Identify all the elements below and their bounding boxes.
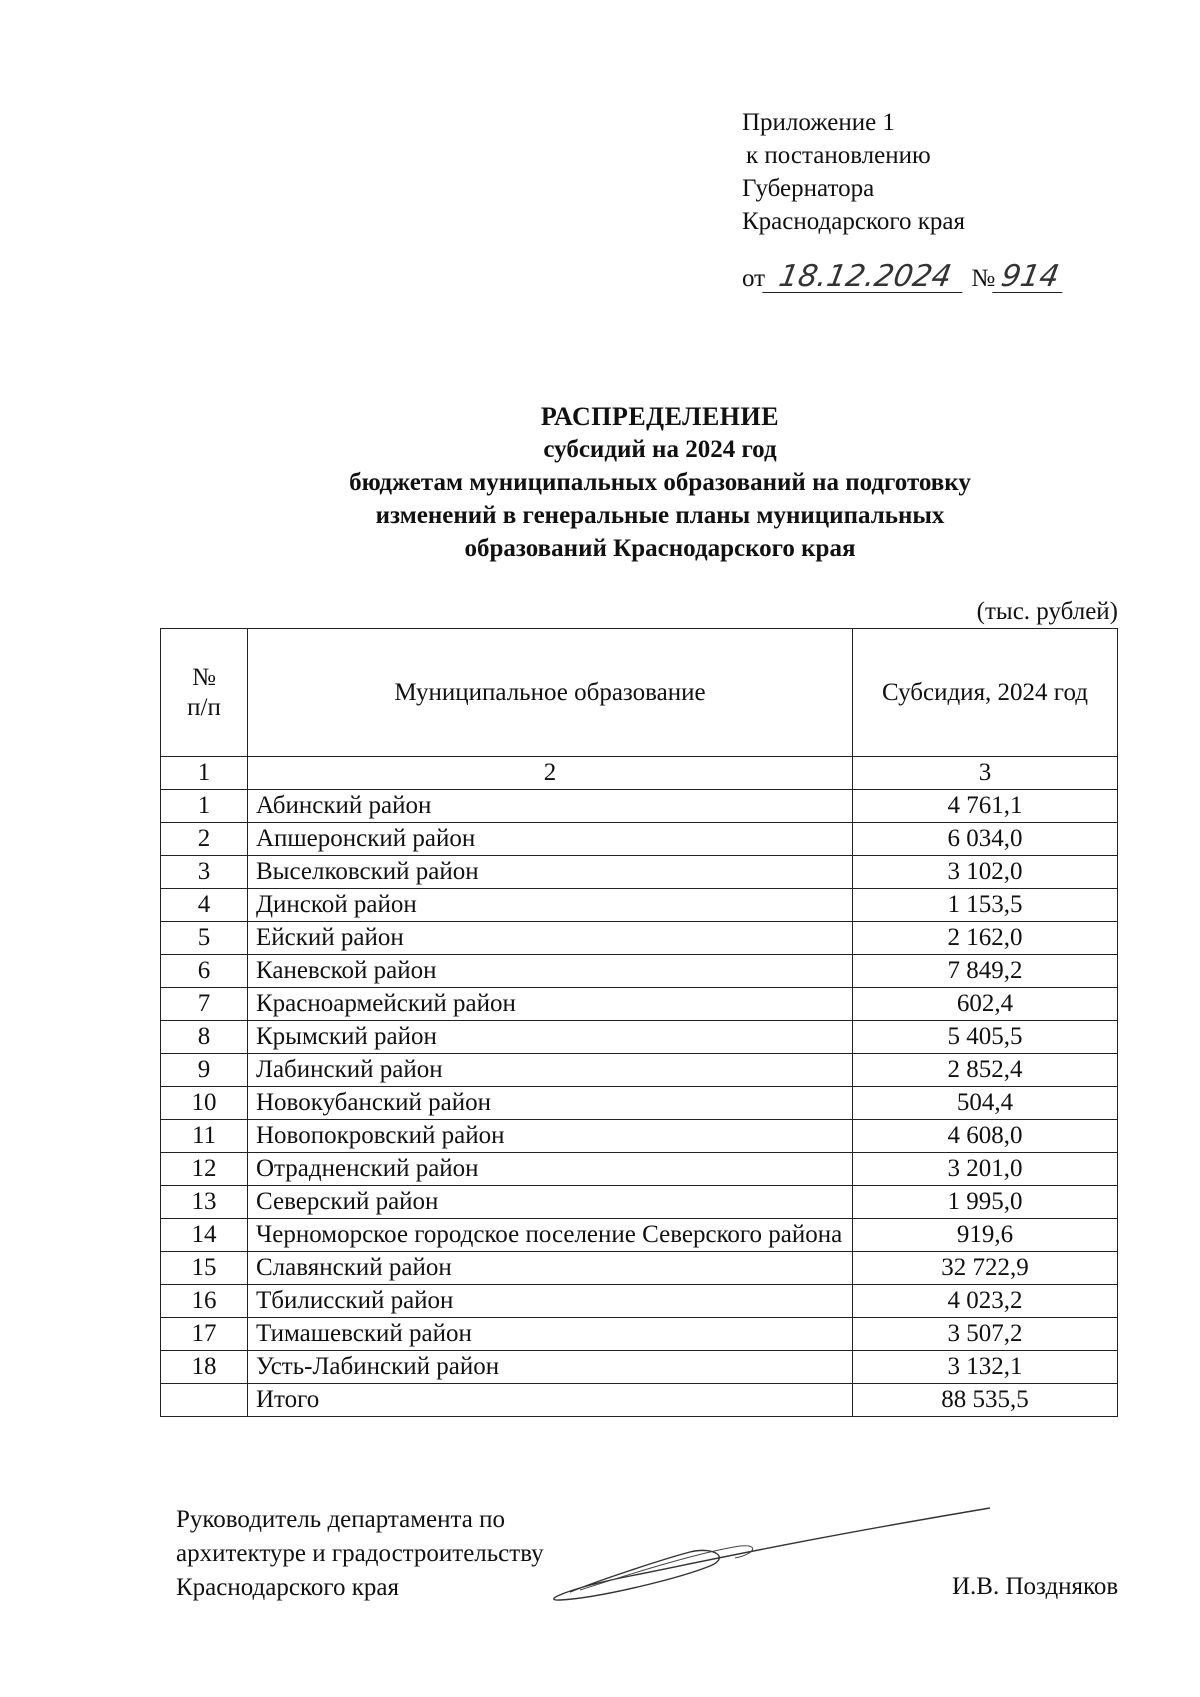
row-number: 15 [161, 1252, 248, 1285]
row-municipality: Красноармейский район [248, 988, 853, 1021]
table-row [161, 1087, 1118, 1120]
row-number: 9 [161, 1054, 248, 1087]
table-row [161, 1153, 1118, 1186]
signer-position [176, 1503, 544, 1605]
row-municipality: Лабинский район [248, 1054, 853, 1087]
table-row [161, 1318, 1118, 1351]
distribution-table [160, 628, 1118, 1417]
appendix-line-2: к постановлению [746, 142, 931, 169]
row-municipality: Славянский район [248, 1252, 853, 1285]
title-line-5: образований Краснодарского края [464, 535, 856, 562]
title-line-2: субсидий на 2024 год [543, 436, 777, 463]
row-municipality: Каневской район [248, 955, 853, 988]
row-number: 5 [161, 922, 248, 955]
table-row [161, 1186, 1118, 1219]
row-subsidy: 919,6 [853, 1219, 1118, 1252]
units-label: (тыс. рублей) [976, 598, 1118, 625]
row-municipality: Ейский район [248, 922, 853, 955]
row-municipality: Черноморское городское поселение Северского района [248, 1219, 853, 1252]
row-municipality: Новокубанский район [248, 1087, 853, 1120]
row-number: 6 [161, 955, 248, 988]
column-number-3: 3 [853, 757, 1118, 790]
column-number-1: 1 [161, 757, 248, 790]
title-main: РАСПРЕДЕЛЕНИЕ [540, 402, 780, 431]
table-row [161, 1021, 1118, 1054]
row-municipality: Новопокровский район [248, 1120, 853, 1153]
row-municipality: Тбилисский район [248, 1285, 853, 1318]
title-line-3: бюджетам муниципальных образований на подготовку [349, 469, 971, 496]
row-subsidy: 3 201,0 [853, 1153, 1118, 1186]
row-subsidy: 4 023,2 [853, 1285, 1118, 1318]
table-row [161, 1120, 1118, 1153]
signer-name: И.В. Поздняков [952, 1573, 1119, 1600]
row-number: 16 [161, 1285, 248, 1318]
table-row [161, 922, 1118, 955]
row-number: 3 [161, 856, 248, 889]
row-number: 4 [161, 889, 248, 922]
signer-line-3: Краснодарского края [176, 1574, 399, 1601]
table-row [161, 1252, 1118, 1285]
row-subsidy: 602,4 [853, 988, 1118, 1021]
row-number: 13 [161, 1186, 248, 1219]
table-row [161, 823, 1118, 856]
row-municipality: Северский район [248, 1186, 853, 1219]
row-number: 10 [161, 1087, 248, 1120]
table-row [161, 889, 1118, 922]
table-row [161, 856, 1118, 889]
row-subsidy: 3 102,0 [853, 856, 1118, 889]
document-title [0, 400, 1200, 565]
row-number: 2 [161, 823, 248, 856]
signer-line-2: архитектуре и градостроительству [176, 1540, 544, 1567]
row-subsidy: 1 153,5 [853, 889, 1118, 922]
row-number: 14 [161, 1219, 248, 1252]
row-municipality: Усть-Лабинский район [248, 1351, 853, 1384]
table-row [161, 790, 1118, 823]
row-subsidy: 1 995,0 [853, 1186, 1118, 1219]
table-row [161, 1351, 1118, 1384]
row-number: 7 [161, 988, 248, 1021]
decree-date: 18.12.2024 [762, 262, 967, 293]
appendix-block [742, 106, 965, 238]
title-line-4: изменений в генеральные планы муниципальных [375, 502, 945, 529]
total-value: 88 535,5 [853, 1384, 1118, 1417]
row-subsidy: 3 132,1 [853, 1351, 1118, 1384]
row-subsidy: 4 608,0 [853, 1120, 1118, 1153]
row-number: 17 [161, 1318, 248, 1351]
table-header-row [161, 629, 1118, 757]
signer-line-1: Руководитель департамента по [176, 1506, 505, 1533]
row-subsidy: 4 761,1 [853, 790, 1118, 823]
row-subsidy: 3 507,2 [853, 1318, 1118, 1351]
header-municipality: Муниципальное образование [248, 629, 853, 757]
row-number: 1 [161, 790, 248, 823]
decree-from-label: от [742, 265, 766, 292]
table-row [161, 988, 1118, 1021]
table-row [161, 1285, 1118, 1318]
row-municipality: Крымский район [248, 1021, 853, 1054]
total-row [161, 1384, 1118, 1417]
row-municipality: Динской район [248, 889, 853, 922]
row-subsidy: 6 034,0 [853, 823, 1118, 856]
appendix-line-1: Приложение 1 [742, 109, 895, 136]
row-number: 8 [161, 1021, 248, 1054]
column-number-2: 2 [248, 757, 853, 790]
table-row [161, 955, 1118, 988]
row-municipality: Тимашевский район [248, 1318, 853, 1351]
appendix-line-3: Губернатора [742, 175, 875, 202]
column-numbers-row [161, 757, 1118, 790]
decree-number: 914 [992, 262, 1067, 293]
header-subsidy: Субсидия, 2024 год [853, 629, 1118, 757]
row-number: 18 [161, 1351, 248, 1384]
total-label: Итого [248, 1384, 853, 1417]
decree-line [742, 259, 1065, 294]
appendix-line-4: Краснодарского края [742, 208, 965, 235]
row-subsidy: 5 405,5 [853, 1021, 1118, 1054]
row-subsidy: 2 852,4 [853, 1054, 1118, 1087]
row-subsidy: 2 162,0 [853, 922, 1118, 955]
header-number [161, 629, 248, 757]
header-number-sign: № [192, 663, 216, 691]
row-number: 12 [161, 1153, 248, 1186]
row-municipality: Апшеронский район [248, 823, 853, 856]
row-number: 11 [161, 1120, 248, 1153]
row-subsidy: 7 849,2 [853, 955, 1118, 988]
total-empty-cell [161, 1384, 248, 1417]
row-subsidy: 32 722,9 [853, 1252, 1118, 1285]
row-municipality: Выселковский район [248, 856, 853, 889]
header-number-pp: п/п [187, 693, 221, 721]
row-municipality: Отрадненский район [248, 1153, 853, 1186]
table-row [161, 1054, 1118, 1087]
row-subsidy: 504,4 [853, 1087, 1118, 1120]
handwritten-signature [540, 1500, 1000, 1610]
table-row [161, 1219, 1118, 1252]
row-municipality: Абинский район [248, 790, 853, 823]
decree-number-label: № [971, 265, 996, 292]
